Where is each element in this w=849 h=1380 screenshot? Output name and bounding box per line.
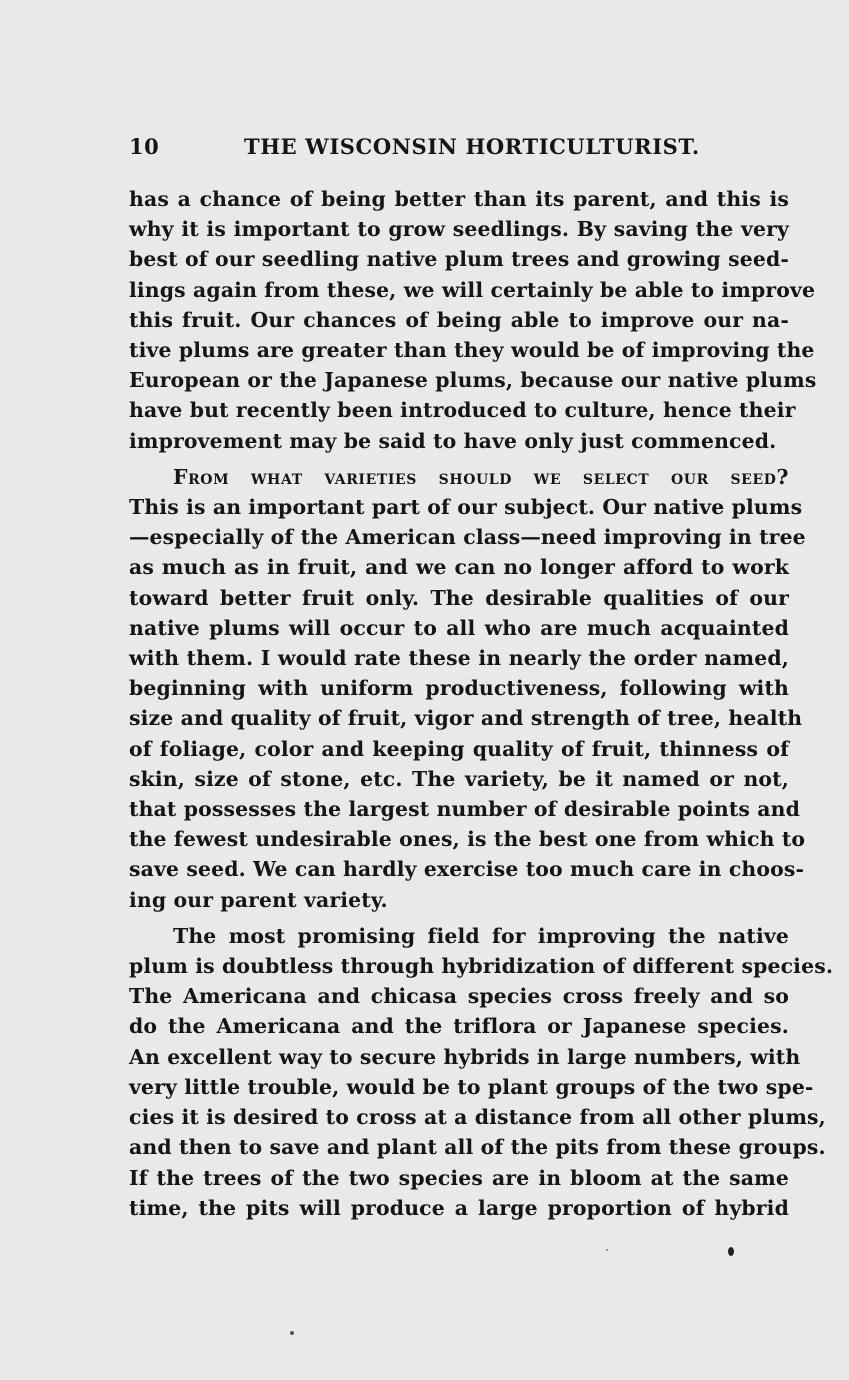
text-line: size and quality of fruit, vigor and strength of tree, health [129,706,803,731]
text-line: An excellent way to secure hybrids in large numbers, with [129,1044,801,1069]
text-line: plum is doubtless through hybridization of different species. [129,954,834,979]
page-number: 10 [129,134,160,159]
page-header [129,134,700,164]
text-line: beginning with uniform productiveness, following with [129,676,789,701]
text-line: that possesses the largest number of desirable points and [129,797,801,822]
text-line: and then to save and plant all of the pits from these groups. [129,1135,826,1160]
text-line: of foliage, color and keeping quality of fruit, thinness of [129,736,789,761]
text-line: The most promising field for improving the native [173,923,789,948]
text-line: improvement may be said to have only just commenced. [129,428,777,453]
text-line: —especially of the American class—need improving in tree [129,525,806,550]
text-line: This is an important part of our subject. Our native plums [129,495,803,520]
paragraph-2 [129,462,806,915]
text-line: native plums will occur to all who are much acquainted [129,615,789,640]
ink-speck [728,1247,734,1256]
paragraph-3 [129,921,834,1223]
text-line: very little trouble, would be to plant groups of the two spe- [129,1074,814,1099]
text-line: The Americana and chicasa species cross freely and so [129,984,789,1009]
text-line: toward better fruit only. The desirable qualities of our [129,585,789,610]
body-text [129,184,834,1223]
text-line: cies it is desired to cross at a distance from all other plums, [129,1105,826,1130]
text-line: best of our seedling native plum trees and growing seed- [129,247,789,272]
text-line: do the Americana and the triflora or Japanese species. [129,1014,789,1039]
text-line: save seed. We can hardly exercise too much care in choos- [129,857,805,882]
text-line: has a chance of being better than its parent, and this is [129,187,789,211]
text-line: with them. I would rate these in nearly the order named, [129,646,789,671]
text-line: the fewest undesirable ones, is the best one from which to [129,827,806,852]
section-heading: From what varieties should we select our seed? [173,464,789,489]
text-line: ing our parent variety. [129,887,388,912]
text-line: time, the pits will produce a large proportion of hybrid [129,1195,789,1220]
paragraph-1 [129,184,817,456]
text-line: tive plums are greater than they would be of improving the [129,338,815,363]
text-line: as much as in fruit, and we can no longer afford to work [129,555,789,580]
text-line: this fruit. Our chances of being able to improve our na- [129,307,789,332]
text-line: have but recently been introduced to culture, hence their [129,398,796,423]
ink-speck [606,1249,608,1251]
running-title: THE WISCONSIN HORTICULTURIST. [244,134,700,159]
text-line: why it is important to grow seedlings. By saving the very [129,217,789,242]
text-line: skin, size of stone, etc. The variety, be it named or not, [129,766,789,791]
text-line: European or the Japanese plums, because our native plums [129,368,817,393]
ink-speck [290,1331,294,1335]
text-line: lings again from these, we will certainly be able to improve [129,277,816,302]
text-line: If the trees of the two species are in bloom at the same [129,1165,789,1190]
